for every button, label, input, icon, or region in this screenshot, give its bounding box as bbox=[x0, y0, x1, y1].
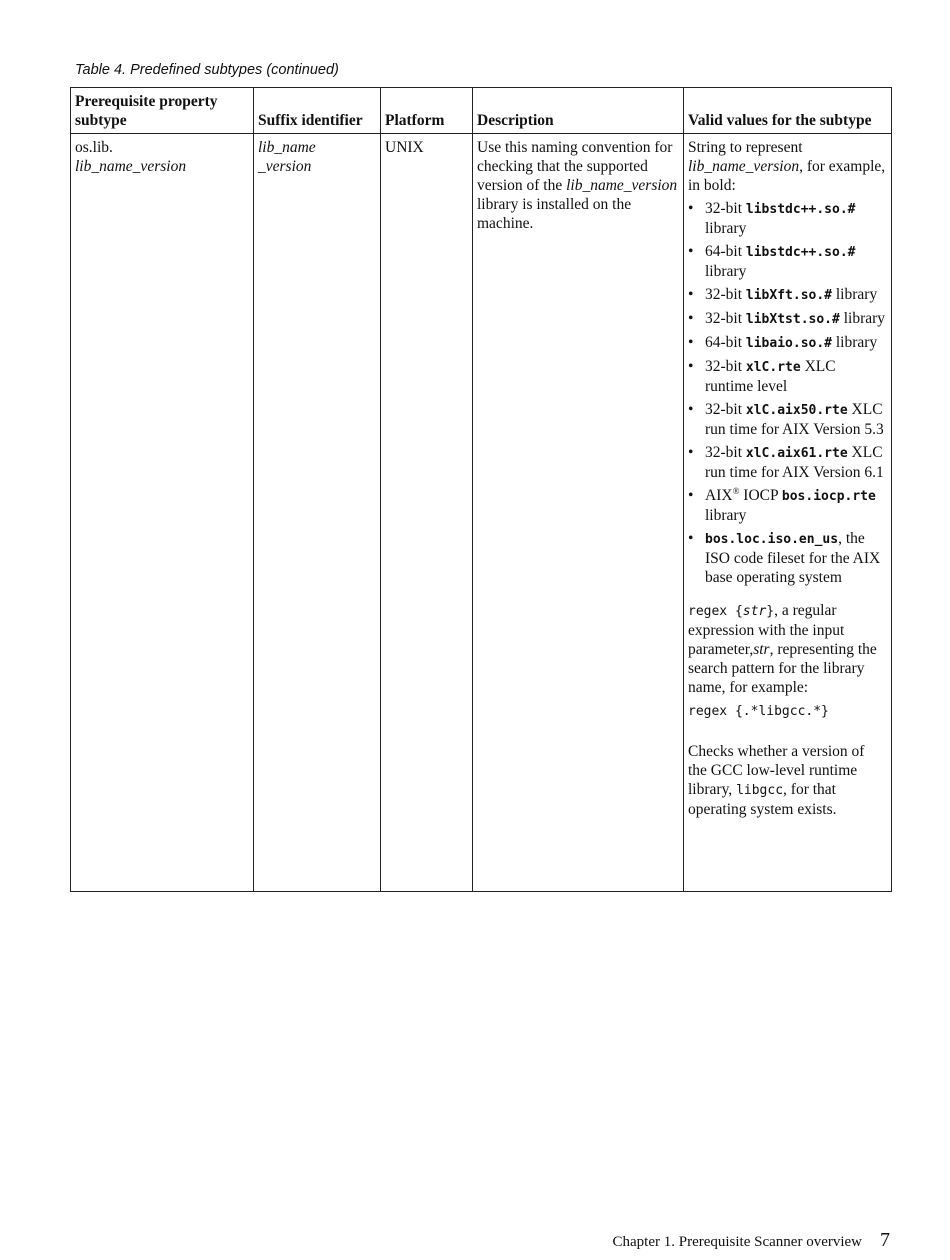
item-post: XLC run time for AIX Version 6.1 bbox=[705, 444, 884, 481]
check-paragraph bbox=[688, 742, 887, 819]
item-code: xlC.rte bbox=[745, 360, 801, 375]
valid-intro-a: String to represent bbox=[688, 139, 803, 156]
prereq-line2: lib_name_version bbox=[75, 158, 187, 175]
item-code: libstdc++.so.# bbox=[745, 245, 856, 260]
item-code: libstdc++.so.# bbox=[745, 202, 856, 217]
item-code: xlC.aix50.rte bbox=[745, 403, 848, 418]
desc-c: library is installed on the machine. bbox=[477, 196, 632, 232]
platform-value: UNIX bbox=[385, 139, 424, 156]
regex-paragraph bbox=[688, 601, 887, 697]
header-prereq: Prerequisite property subtype bbox=[71, 88, 254, 134]
item-pre: 32-bit bbox=[705, 444, 746, 461]
valid-intro-c: , for example, in bold: bbox=[688, 158, 886, 194]
suffix-line2: _version bbox=[258, 158, 312, 175]
item-pre: AIX bbox=[705, 487, 733, 504]
item-post: library bbox=[705, 263, 747, 280]
list-item: • 32-bit xlC.aix61.rte XLC run time for AIX Version 6.1 bbox=[688, 444, 884, 481]
check-code: libgcc bbox=[736, 783, 784, 798]
page-number: 7 bbox=[880, 1229, 890, 1251]
valid-intro bbox=[688, 138, 887, 195]
footer-chapter: Chapter 1. Prerequisite Scanner overview bbox=[612, 1234, 862, 1250]
item-mid: IOCP bbox=[739, 487, 782, 504]
page-footer bbox=[613, 1229, 891, 1252]
list-item: • 64-bit libstdc++.so.# library bbox=[688, 243, 856, 280]
item-post: library bbox=[839, 310, 886, 327]
item-code: libaio.so.# bbox=[745, 336, 832, 351]
suffix-line1: lib_name bbox=[258, 139, 316, 156]
item-code: bos.iocp.rte bbox=[781, 489, 876, 504]
list-item: • AIX® IOCP bos.iocp.rte library bbox=[688, 485, 876, 524]
desc-a: Use this naming convention for checking that the supported version of the bbox=[477, 139, 673, 194]
item-pre: 32-bit bbox=[705, 286, 746, 303]
item-pre: 32-bit bbox=[705, 358, 746, 375]
regex-a: regex { bbox=[688, 604, 743, 619]
item-pre: 32-bit bbox=[705, 200, 746, 217]
list-item: • 32-bit libXft.so.# library bbox=[688, 286, 878, 303]
item-post: library bbox=[705, 507, 747, 524]
table-caption: Table 4. Predefined subtypes (continued) bbox=[75, 62, 339, 78]
header-suffix: Suffix identifier bbox=[254, 88, 381, 134]
cell-valid-values bbox=[684, 134, 892, 892]
item-pre: 64-bit bbox=[705, 334, 746, 351]
check-b: , for that operating system exists. bbox=[688, 781, 837, 818]
item-post: , the ISO code fileset for the AIX base operating system bbox=[705, 530, 881, 586]
table-header-row bbox=[71, 88, 892, 134]
item-pre: 32-bit bbox=[705, 401, 746, 418]
prereq-line1: os.lib. bbox=[75, 139, 113, 156]
desc-b: lib_name_version bbox=[566, 177, 678, 194]
valid-values-list bbox=[688, 199, 887, 587]
cell-suffix bbox=[254, 134, 381, 892]
list-item: • 32-bit xlC.rte XLC runtime level bbox=[688, 358, 836, 395]
item-post: XLC runtime level bbox=[705, 358, 836, 395]
header-platform: Platform bbox=[381, 88, 473, 134]
cell-prereq bbox=[71, 134, 254, 892]
item-post: XLC run time for AIX Version 5.3 bbox=[705, 401, 884, 438]
item-code: bos.loc.iso.en_us bbox=[705, 532, 839, 547]
check-a: Checks whether a version of the GCC low-level runtime library, bbox=[688, 743, 865, 798]
regex-b: str bbox=[742, 604, 767, 619]
table-row bbox=[71, 134, 892, 892]
item-post: library bbox=[832, 334, 878, 351]
item-pre: 64-bit bbox=[705, 243, 746, 260]
item-code: xlC.aix61.rte bbox=[745, 446, 848, 461]
item-post: library bbox=[705, 220, 747, 237]
regex-text-b: str bbox=[753, 641, 770, 658]
regex-text-c: , representing the search pattern for the library name, for example: bbox=[688, 641, 877, 696]
item-code: libXtst.so.# bbox=[745, 312, 840, 327]
list-item: • 32-bit libXtst.so.# library bbox=[688, 310, 886, 327]
regex-example: regex {.*libgcc.*} bbox=[688, 704, 829, 719]
list-item: • 64-bit libaio.so.# library bbox=[688, 334, 878, 351]
header-valid-values: Valid values for the subtype bbox=[684, 88, 892, 134]
valid-intro-b: lib_name_version bbox=[688, 158, 800, 175]
item-pre: 32-bit bbox=[705, 310, 746, 327]
list-item: • 32-bit libstdc++.so.# library bbox=[688, 200, 856, 237]
list-item: • 32-bit xlC.aix50.rte XLC run time for AIX Version 5.3 bbox=[688, 401, 884, 438]
list-item: • bos.loc.iso.en_us, the ISO code fileset for the AIX base operating system bbox=[688, 530, 881, 586]
cell-description bbox=[473, 134, 684, 892]
cell-platform bbox=[381, 134, 473, 892]
regex-example-line bbox=[688, 701, 887, 721]
registered-mark: ® bbox=[732, 485, 740, 496]
regex-text-a: , a regular expression with the input parameter, bbox=[688, 602, 845, 658]
header-description: Description bbox=[473, 88, 684, 134]
regex-c: } bbox=[766, 604, 775, 619]
predefined-subtypes-table bbox=[70, 87, 892, 892]
item-post: library bbox=[832, 286, 878, 303]
item-code: libXft.so.# bbox=[745, 288, 832, 303]
